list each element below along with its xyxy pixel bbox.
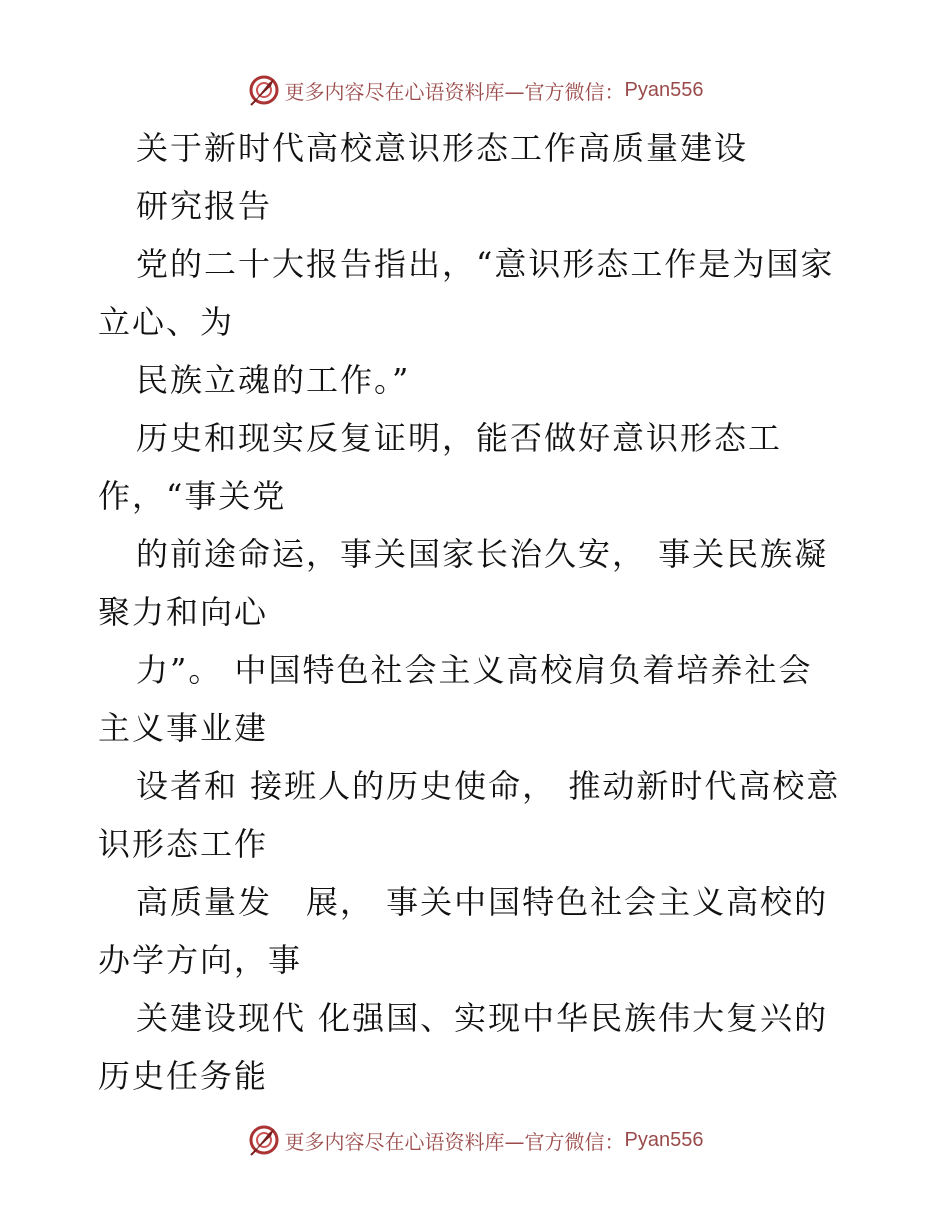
paragraph-line: 聚力和向心	[98, 593, 269, 631]
paragraph-line: 设者和 接班人的历史使命， 推动新时代高校意	[136, 767, 841, 805]
paragraph-line: 民族立魂的工作。”	[136, 361, 411, 399]
paragraph-line: 的前途命运，事关国家长治久安， 事关民族凝	[136, 535, 829, 573]
paragraph-line: 办学方向，事	[98, 941, 303, 979]
banner-text: 更多内容尽在心语资料库—官方微信：	[284, 1129, 625, 1154]
footer-watermark-banner	[0, 1120, 950, 1160]
doc-title-line: 研究报告	[136, 187, 273, 225]
paragraph-line: 主义事业建	[98, 709, 269, 747]
paragraph-line: 历史任务能	[98, 1057, 269, 1095]
paragraph-line: 作，“事关党	[98, 477, 287, 515]
banner-text: 更多内容尽在心语资料库—官方微信：	[284, 79, 625, 104]
paragraph-line: 关建设现代 化强国、实现中华民族伟大复兴的	[136, 999, 829, 1037]
paragraph-line: 高质量发 展， 事关中国特色社会主义高校的	[136, 883, 829, 921]
paragraph-line: 力”。 中国特色社会主义高校肩负着培养社会	[136, 651, 813, 689]
quill-pen-logo-icon	[247, 1123, 281, 1157]
paragraph-line: 党的二十大报告指出，“意识形态工作是为国家	[136, 245, 835, 283]
wechat-id: Pyan556	[624, 78, 704, 101]
doc-title-line: 关于新时代高校意识形态工作高质量建设	[136, 129, 749, 167]
wechat-id: Pyan556	[624, 1128, 704, 1151]
paragraph-line: 识形态工作	[98, 825, 269, 863]
paragraph-line: 历史和现实反复证明，能否做好意识形态工	[136, 419, 783, 457]
paragraph-line: 立心、为	[98, 303, 235, 341]
